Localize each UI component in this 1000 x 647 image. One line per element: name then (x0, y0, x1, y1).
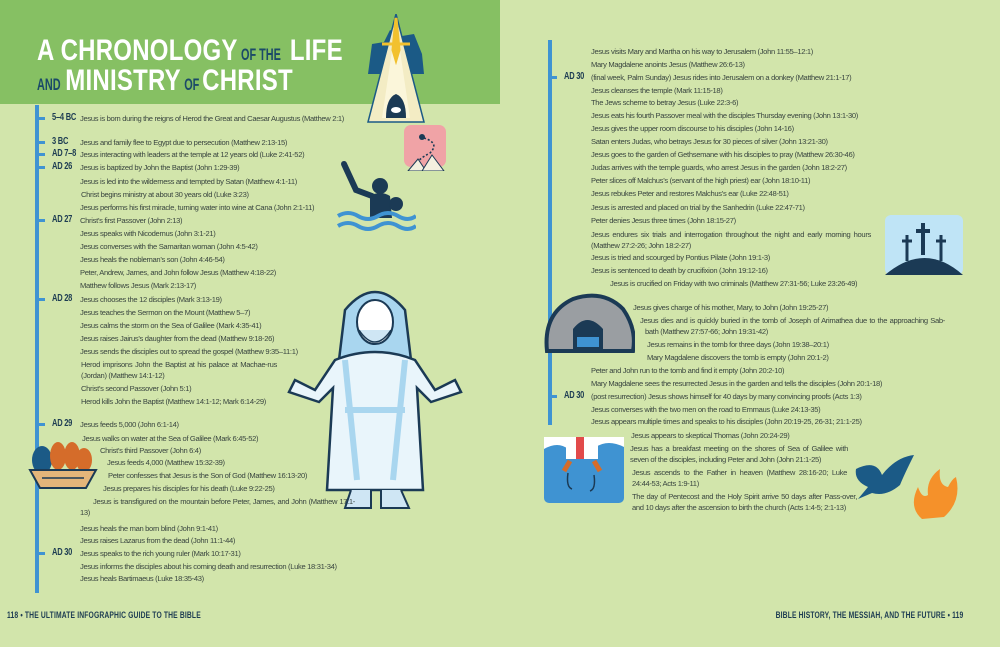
timeline-entry: (final week, Palm Sunday) Jesus rides into Jerusalem on a donkey (Matthew 21:1-17) (591, 73, 852, 82)
baptism-icon (336, 160, 416, 232)
timeline-entry: Jesus is tried and scourged by Pontius Pilate (John 19:1-3) (591, 253, 770, 262)
timeline-tick (36, 219, 45, 222)
timeline-entry: Jesus is sentenced to death by crucifixion (John 19:12-16) (591, 266, 768, 275)
timeline-entry: Jesus endures six trials and interrogation throughout the night and early morning hours (Matthew 27:2-26; John 18:2-27) (591, 230, 871, 250)
timeline-entry: Jesus speaks with Nicodemus (John 3:1-21) (80, 229, 216, 238)
timeline-entry: Jesus is baptized by John the Baptist (John 1:29-39) (80, 163, 240, 172)
timeline-entry: Jesus converses with the two men on the road to Emmaus (Luke 24:13-35) (591, 405, 821, 414)
timeline-entry: Matthew follows Jesus (Mark 2:13-17) (80, 281, 196, 290)
year-label: AD 7–8 (52, 148, 77, 159)
timeline-entry: Jesus has a breakfast meeting on the shores of Sea of Galilee with seven of the disciples, including Peter and John (John 21:1-25) (630, 444, 848, 464)
timeline-entry: Jesus interacting with leaders at the temple at 12 years old (Luke 2:41-52) (80, 150, 305, 159)
timeline-tick (36, 298, 45, 301)
timeline-entry: Jesus remains in the tomb for three days (John 19:38–20:1) (647, 340, 829, 349)
timeline-entry: Christ’s second Passover (John 5:1) (81, 384, 192, 393)
dove-flame-icon (852, 455, 962, 520)
timeline-entry: Jesus dies and is quickly buried in the tomb of Joseph of Arimathea due to the approaching Sab-bath (Matthew 27:57-66; John 19:31-42) (640, 316, 945, 336)
timeline-entry: Peter, Andrew, James, and John follow Jesus (Matthew 4:18-22) (80, 268, 276, 277)
timeline-tick (548, 76, 557, 79)
timeline-entry: Peter slices off Malchus’s (servant of the high priest) ear (John 18:10-11) (591, 176, 811, 185)
timeline-entry: Jesus chooses the 12 disciples (Mark 3:13-19) (80, 295, 222, 304)
timeline-entry: Jesus is led into the wilderness and tempted by Satan (Matthew 4:1-11) (80, 177, 297, 186)
timeline-entry: Jesus prepares his disciples for his death (Luke 9:22-25) (103, 484, 275, 493)
timeline-entry: Christ’s third Passover (John 6:4) (100, 446, 201, 455)
timeline-tick (36, 117, 45, 120)
title-word: CHRIST (202, 64, 293, 97)
timeline-entry: Herod kills John the Baptist (Matthew 14:1-12; Mark 6:14-29) (81, 397, 266, 406)
timeline-entry: Peter denies Jesus three times (John 18:15-27) (591, 216, 736, 225)
jesus-figure-icon (285, 280, 465, 515)
timeline-entry: Jesus cleanses the temple (Mark 11:15-18) (591, 86, 723, 95)
timeline-entry: Mary Magdalene anoints Jesus (Matthew 26:6-13) (591, 60, 745, 69)
timeline-entry: Jesus feeds 4,000 (Matthew 15:32-39) (107, 458, 225, 467)
year-label: AD 27 (52, 214, 73, 225)
timeline-entry: Christ’s first Passover (John 2:13) (80, 216, 183, 225)
timeline-tick (36, 141, 45, 144)
year-label: AD 30 (52, 547, 73, 558)
timeline-entry: Jesus teaches the Sermon on the Mount (Matthew 5–7) (80, 308, 251, 317)
timeline-entry: Jesus is crucified on Friday with two criminals (Matthew 27:31-56; Luke 23:26-49) (610, 279, 858, 288)
year-label: 5–4 BC (52, 112, 77, 123)
timeline-tick (36, 166, 45, 169)
left-timeline-line (35, 105, 39, 593)
timeline-entry: Jesus raises Jairus’s daughter from the dead (Matthew 9:18-26) (80, 334, 275, 343)
timeline-entry: The Jews scheme to betray Jesus (Luke 22:3-6) (591, 98, 739, 107)
crosses-hill-icon (885, 215, 963, 275)
bread-basket-icon (28, 442, 98, 492)
timeline-entry: The day of Pentecost and the Holy Spirit arrive 50 days after Pass-over, and 10 days after the ascension to birth the church (Acts 1:4-5; 2:1-13) (632, 492, 857, 512)
empty-tomb-icon (543, 293, 635, 355)
timeline-entry: Jesus goes to the garden of Gethsemane with his disciples to pray (Matthew 26:30-46) (591, 150, 855, 159)
year-label: 3 BC (52, 136, 69, 147)
timeline-tick (548, 395, 557, 398)
timeline-entry: Judas arrives with the temple guards, who arrest Jesus in the garden (John 18:2-27) (591, 163, 847, 172)
timeline-entry: Jesus gives charge of his mother, Mary, to John (John 19:25-27) (633, 303, 829, 312)
timeline-entry: Jesus calms the storm on the Sea of Galilee (Mark 4:35-41) (80, 321, 262, 330)
year-label: AD 30 (564, 71, 585, 82)
nativity-star-icon (362, 14, 430, 126)
timeline-entry: Jesus raises Lazarus from the dead (John 11:1-44) (80, 536, 236, 545)
page-title (37, 34, 343, 98)
year-label: AD 26 (52, 161, 73, 172)
title-word: OF (184, 75, 200, 94)
year-label: AD 30 (564, 390, 585, 401)
timeline-entry: Jesus eats his fourth Passover meal with the disciples Thursday evening (John 13:1-30) (591, 111, 858, 120)
timeline-entry: Mary Magdalene sees the resurrected Jesus in the garden and tells the disciples (John 20:1-18) (591, 379, 883, 388)
title-word: LIFE (289, 34, 343, 67)
timeline-entry: Jesus appears to skeptical Thomas (John 20:24-29) (631, 431, 790, 440)
timeline-entry: Jesus and family flee to Egypt due to persecution (Matthew 2:13-15) (80, 138, 288, 147)
timeline-tick (36, 153, 45, 156)
timeline-tick (36, 552, 45, 555)
timeline-entry: Jesus sends the disciples out to spread the gospel (Matthew 9:35–11:1) (80, 347, 298, 356)
timeline-entry: (post resurrection) Jesus shows himself for 40 days by many convincing proofs (Acts 1:3) (591, 392, 862, 401)
ascension-icon (544, 437, 624, 503)
timeline-entry: Satan enters Judas, who betrays Jesus for 30 pieces of silver (John 13:21-30) (591, 137, 828, 146)
timeline-entry: Jesus appears multiple times and speaks to his disciples (John 20:19-25, 26-31; 21:1-25) (591, 417, 862, 426)
timeline-entry: Jesus ascends to the Father in heaven (Matthew 28:16-20; Luke 24:44-53; Acts 1:9-11) (632, 468, 847, 488)
right-timeline-line (548, 40, 552, 425)
timeline-entry: Jesus informs the disciples about his coming death and resurrection (Luke 18:31-34) (80, 562, 337, 571)
left-footer: 118 • THE ULTIMATE INFOGRAPHIC GUIDE TO THE BIBLE (7, 610, 201, 620)
timeline-entry: Peter confesses that Jesus is the Son of God (Matthew 16:13-20) (108, 471, 308, 480)
timeline-entry: Jesus heals the nobleman’s son (John 4:46-54) (80, 255, 225, 264)
timeline-tick (36, 423, 45, 426)
timeline-entry: Jesus performs his first miracle, turning water into wine at Cana (John 2:1-11) (80, 203, 315, 212)
timeline-entry: Jesus heals Bartimaeus (Luke 18:35-43) (80, 574, 204, 583)
timeline-entry: Jesus speaks to the rich young ruler (Mark 10:17-31) (80, 549, 241, 558)
year-label: AD 29 (52, 418, 73, 429)
year-label: AD 28 (52, 293, 73, 304)
timeline-entry: Jesus is transfigured on the mountain before Peter, James, and John (Matthew 17:1-13) (80, 497, 355, 517)
timeline-entry: Jesus is arrested and placed on trial by the Sanhedrin (Luke 22:47-71) (591, 203, 805, 212)
timeline-entry: Jesus gives the upper room discourse to his disciples (John 14-16) (591, 124, 794, 133)
title-word: A CHRONOLOGY (37, 34, 238, 67)
timeline-entry: Herod imprisons John the Baptist at his palace at Machae-rus (Jordan) (Matthew 14:1-12) (81, 360, 277, 380)
title-word: MINISTRY (65, 64, 181, 97)
title-word: AND (37, 75, 61, 94)
right-footer: BIBLE HISTORY, THE MESSIAH, AND THE FUTURE • 119 (775, 610, 963, 620)
timeline-entry: Jesus feeds 5,000 (John 6:1-14) (80, 420, 179, 429)
timeline-entry: Jesus rebukes Peter and restores Malchus’s ear (Luke 22:48-51) (591, 189, 789, 198)
title-word: OF THE (241, 45, 282, 64)
timeline-entry: Jesus heals the man born blind (John 9:1-41) (80, 524, 218, 533)
timeline-entry: Jesus walks on water at the Sea of Galilee (Mark 6:45-52) (82, 434, 259, 443)
timeline-entry: Christ begins ministry at about 30 years old (Luke 3:23) (81, 190, 249, 199)
timeline-entry: Peter and John run to the tomb and find it empty (John 20:2-10) (591, 366, 785, 375)
timeline-entry: Jesus converses with the Samaritan woman (John 4:5-42) (80, 242, 258, 251)
timeline-entry: Jesus is born during the reigns of Herod the Great and Caesar Augustus (Matthew 2:1) (80, 114, 344, 123)
timeline-entry: Mary Magdalene discovers the tomb is empty (John 20:1-2) (647, 353, 829, 362)
timeline-entry: Jesus visits Mary and Martha on his way to Jerusalem (John 11:55–12:1) (591, 47, 813, 56)
